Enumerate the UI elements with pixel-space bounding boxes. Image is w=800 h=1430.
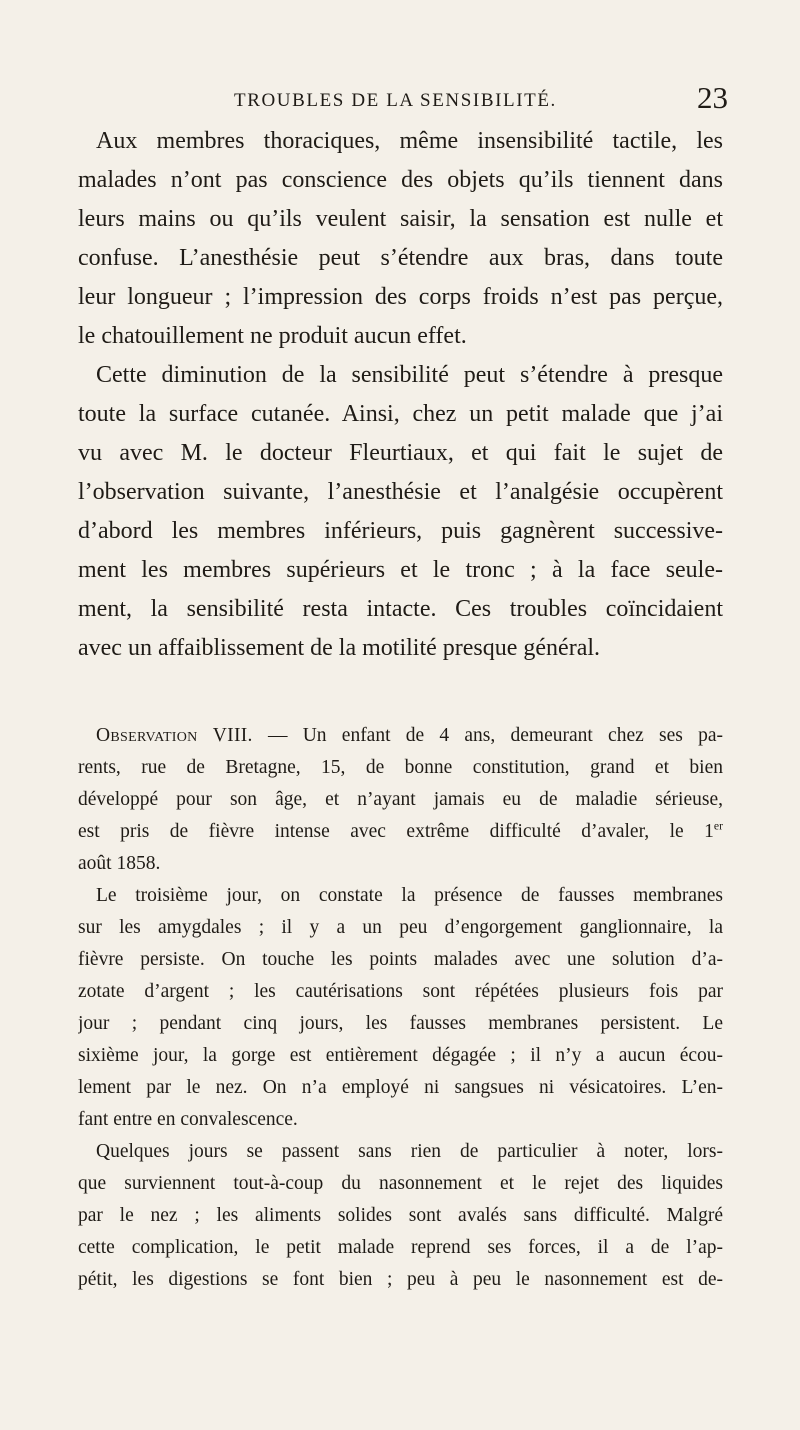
superscript: er xyxy=(713,819,723,833)
body-line: d’abord les membres inférieurs, puis gagnèrent successive- xyxy=(78,518,723,544)
body-line: Aux membres thoraciques, même insensibilité tactile, les xyxy=(96,128,723,154)
observation-line: sixième jour, la gorge est entièrement dégagée ; il n’y a aucun écou- xyxy=(78,1045,723,1066)
body-line: l’observation suivante, l’anesthésie et l’analgésie occupèrent xyxy=(78,479,723,505)
body-line: leurs mains ou qu’ils veulent saisir, la sensation est nulle et xyxy=(78,206,723,232)
observation-line: développé pour son âge, et n’ayant jamais eu de maladie sérieuse, xyxy=(78,789,723,810)
observation-line: jour ; pendant cinq jours, les fausses membranes persistent. Le xyxy=(78,1013,723,1034)
main-text xyxy=(78,122,723,668)
observation-line: que surviennent tout-à-coup du nasonnement et le rejet des liquides xyxy=(78,1173,723,1194)
body-line: ment les membres supérieurs et le tronc ; à la face seule- xyxy=(78,557,723,583)
observation-line xyxy=(78,816,723,848)
observation-line: par le nez ; les aliments solides sont avalés sans difficulté. Malgré xyxy=(78,1205,723,1226)
observation-line: lement par le nez. On n’a employé ni sangsues ni vésicatoires. L’en- xyxy=(78,1077,723,1098)
observation-line-text: — Un enfant de 4 ans, demeurant chez ses pa- xyxy=(252,725,723,746)
observation-line: sur les amygdales ; il y a un peu d’engorgement ganglionnaire, la xyxy=(78,917,723,938)
observation-line: fièvre persiste. On touche les points malades avec une solution d’a- xyxy=(78,949,723,970)
body-line: Cette diminution de la sensibilité peut s’étendre à presque xyxy=(96,362,723,388)
observation-line: zotate d’argent ; les cautérisations sont répétées plusieurs fois par xyxy=(78,981,723,1002)
body-line: ment, la sensibilité resta intacte. Ces troubles coïncidaient xyxy=(78,596,723,622)
observation-text xyxy=(78,720,723,1296)
observation-line: août 1858. xyxy=(78,853,161,874)
body-line: leur longueur ; l’impression des corps froids n’est pas perçue, xyxy=(78,284,723,310)
body-line: avec un affaiblissement de la motilité presque général. xyxy=(78,635,601,661)
body-line: le chatouillement ne produit aucun effet. xyxy=(78,323,467,349)
running-head xyxy=(0,74,800,114)
observation-label: Observation VIII. xyxy=(96,725,253,746)
body-line: toute la surface cutanée. Ainsi, chez un petit malade que j’ai xyxy=(78,401,723,427)
observation-line: cette complication, le petit malade reprend ses forces, il a de l’ap- xyxy=(78,1237,723,1258)
body-line: vu avec M. le docteur Fleurtiaux, et qui fait le sujet de xyxy=(78,440,723,466)
observation-line-text: est pris de fièvre intense avec extrême difficulté d’avaler, le 1 xyxy=(78,821,714,842)
observation-line: pétit, les digestions se font bien ; peu à peu le nasonnement est de- xyxy=(78,1269,723,1290)
running-title: TROUBLES DE LA SENSIBILITÉ. xyxy=(234,90,557,111)
observation-line: Le troisième jour, on constate la présence de fausses membranes xyxy=(96,885,723,906)
observation-first-line xyxy=(78,720,723,752)
observation-line: fant entre en convalescence. xyxy=(78,1109,298,1130)
page-number: 23 xyxy=(697,80,728,115)
body-line: malades n’ont pas conscience des objets qu’ils tiennent dans xyxy=(78,167,723,193)
body-line: confuse. L’anesthésie peut s’étendre aux bras, dans toute xyxy=(78,245,723,271)
observation-line: Quelques jours se passent sans rien de particulier à noter, lors- xyxy=(96,1141,723,1162)
observation-line: rents, rue de Bretagne, 15, de bonne constitution, grand et bien xyxy=(78,757,723,778)
